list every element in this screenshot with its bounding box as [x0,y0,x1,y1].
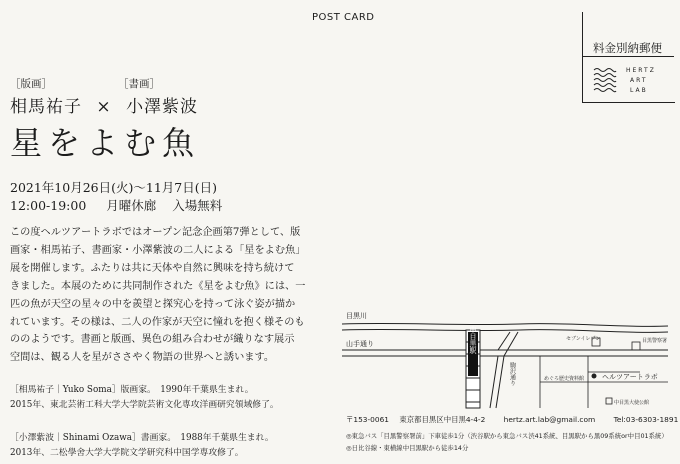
map-school-label: 中目黒大使公館 [614,400,650,406]
description-line: 匹の魚が天空の星々の中を羨望と探究心を持って泳ぐ姿が描か [10,298,296,310]
postcard-label: POST CARD [312,12,375,23]
map-komazawa-label: 駒沢通り [508,362,516,386]
artist-name-ozawa: 小澤紫波 [126,97,199,117]
map-police-label: 目黒警察署 [642,338,668,344]
logo-line-art: ART [630,77,648,84]
closed-day: 月曜休廊 [106,198,157,213]
description-line: 空間は、観る人を星がささやく物語の世界へと誘います。 [10,352,275,364]
exhibition-date: 2021年10月26日(火)～11月7日(日) [10,180,217,195]
artist-tag-print: ［版画］ [10,78,52,90]
map-station-label: 中目黒駅 [469,326,477,354]
admission: 入場無料 [172,198,223,213]
email: hertz.art.lab@gmail.com [503,415,596,424]
description-line: れています。その様は、二人の作家が天空に憧れを抱く様そのも [10,316,305,328]
hertz-logo-icon [592,66,618,94]
description-line: この度ヘルツアートラボではオープン記念企画第7弾として、版 [10,227,301,238]
map-river-label: 目黒川 [346,312,367,320]
exhibition-title: 星をよむ魚 [10,124,201,162]
artist-name-soma: 相馬祐子 [10,97,82,117]
access-info [346,431,668,454]
access-bus: ◎東急バス「目黒警察署前」下車徒歩1分（渋谷駅から東急バス渋41系統、目黒駅から黒09系統or中目01系統） [346,432,668,440]
description-line: 展を開催します。ふたりは共に天体や自然に興味を持ち続けて [10,262,295,274]
artist-tag-calligraphy: ［書画］ [118,78,160,90]
address-line [346,414,678,425]
police-icon [632,342,640,350]
map-museum-label: めぐろ歴史資料館 [544,376,585,382]
access-map [340,302,670,410]
map-seven-label: セブンイレブン [566,336,601,342]
hertz-location-icon [592,374,597,379]
zip-code: 〒153-0061 [346,415,389,424]
profile-line: 2013年、二松學舍大学大学院文学研究科中国学専攻修了。 [10,448,244,458]
profile-line: 2015年、東北芸術工科大学大学院芸術文化専攻洋画研究領域修了。 [10,400,279,410]
profile-line: ［小澤紫波｜Shinami Ozawa］書画家。 1988年千葉県生まれ。 [10,433,274,443]
artist-names [10,92,198,117]
profile-soma [10,383,320,413]
stamp-divider [582,56,674,57]
cross-mark: × [96,97,112,117]
school-icon [606,398,612,404]
map-hertz-label: ヘルツアートラボ [602,373,658,381]
map-road-label: 山手通り [346,340,374,348]
description-line: 画家・相馬祐子、書画家・小澤紫波の二人による「星をよむ魚」 [10,244,306,256]
exhibition-description [10,224,310,367]
description-line: ののようです。書画と版画、異色の組み合わせが織りなす展示 [10,334,295,346]
profile-ozawa [10,431,320,461]
logo-line-lab: LAB [630,87,648,94]
profile-line: ［相馬祐子｜Yuko Soma］版画家。 1990年千葉県生まれ。 [10,385,254,395]
description-line: きました。本展のために共同制作された《星をよむ魚》には、一 [10,280,306,292]
address: 東京都目黒区中目黒4-4-2 [399,415,486,424]
exhibition-hours [10,196,222,214]
phone: Tel:03-6303-1891 [613,415,679,424]
logo-line-hertz: HERTZ [626,67,656,74]
logo-text [626,66,656,96]
stamp-label: 料金別納郵便 [593,41,662,55]
opening-time: 12:00-19:00 [10,198,87,213]
access-train: ◎日比谷線・東横線中目黒駅から徒歩14分 [346,443,469,452]
